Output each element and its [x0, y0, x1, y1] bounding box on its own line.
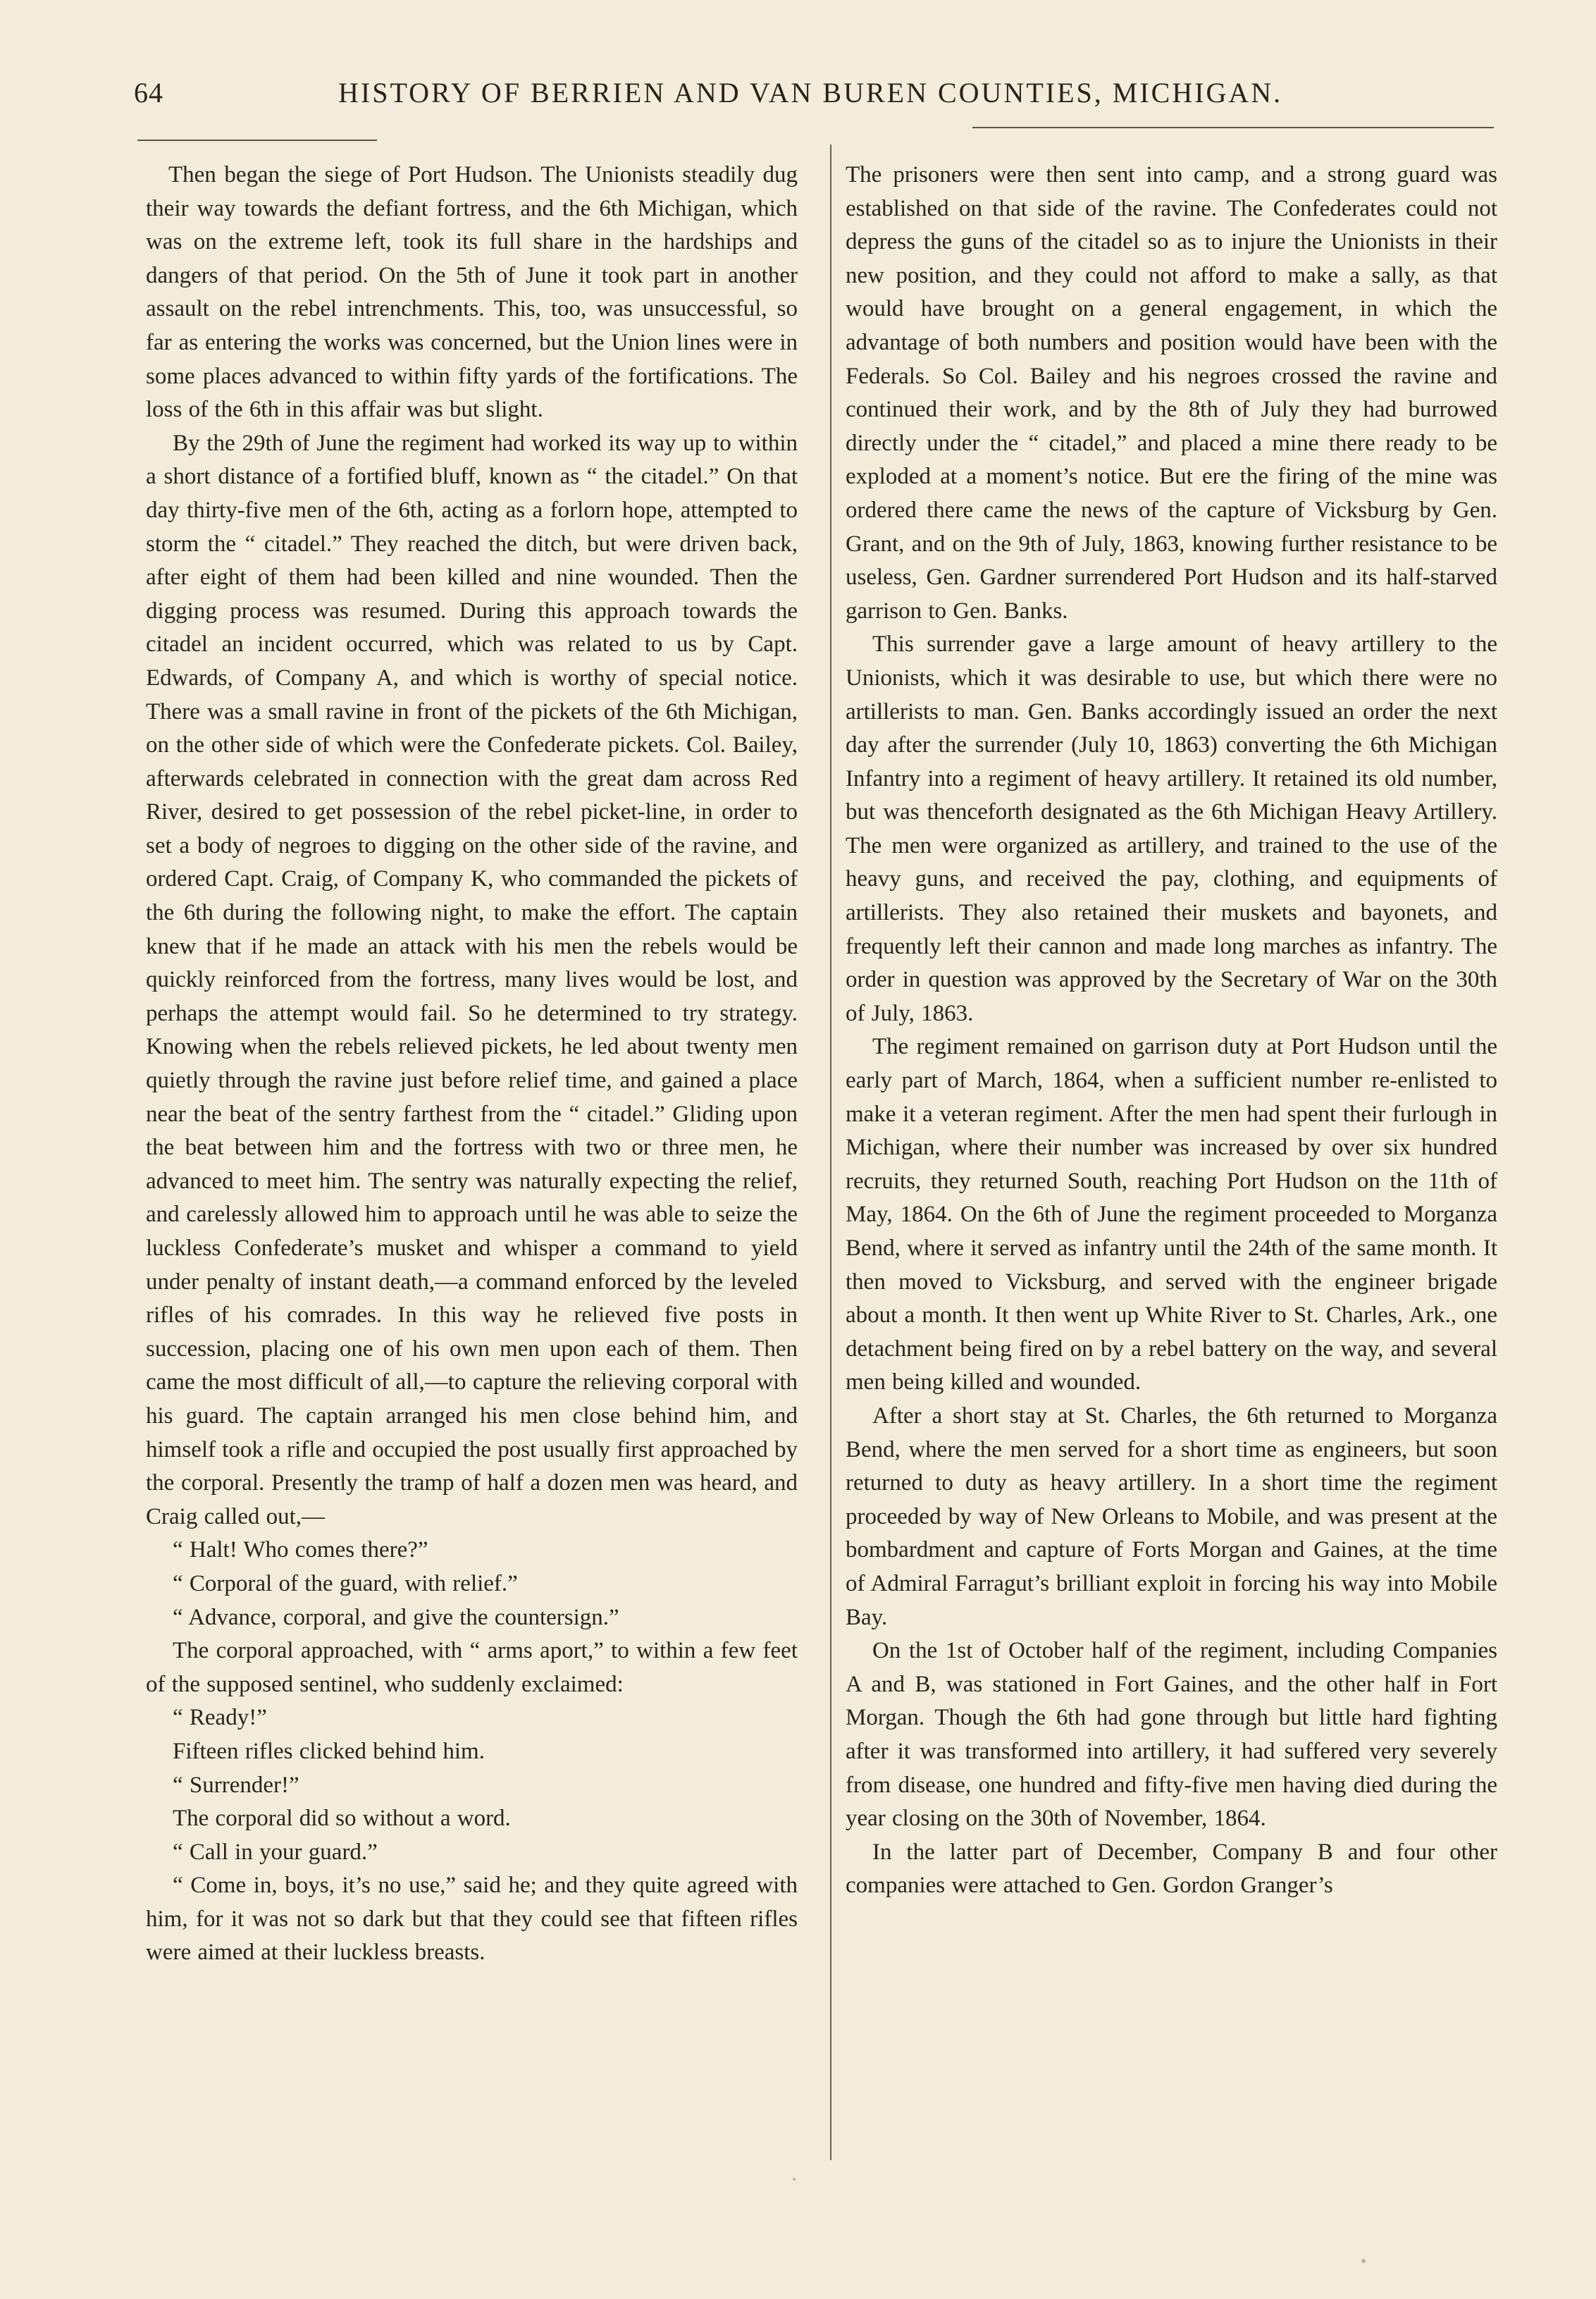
page-number: 64 — [134, 77, 163, 109]
header-rule-left — [137, 140, 377, 141]
paragraph-come-in-boys: “ Come in, boys, it’s no use,” said he; and they quite agreed with him, for it was not so dark but that they could see that fifteen rifles were aimed at their luckless breasts. — [146, 1873, 798, 1966]
left-column — [146, 159, 798, 1970]
dialogue-line: “ Halt! Who comes there?” — [173, 1537, 428, 1563]
paragraph-october: On the 1st of October half of the regiment, including Companies A and B, was stationed in Fort Gaines, and the other half in Fort Morgan. Though the 6th had gone through but little hard fighting after it was transformed into artillery, it had suffered very severely from disease, one hundred and fifty-five men having died during the year closing on the 30th of November, 1864. — [846, 1638, 1497, 1832]
header-rule-right — [972, 127, 1494, 128]
column-divider — [830, 144, 831, 2160]
dialogue-line: “ Advance, corporal, and give the countersign.” — [173, 1604, 619, 1630]
paragraph-siege: Then began the siege of Port Hudson. The Unionists steadily dug their way towards the defiant fortress, and the 6th Michigan, which was on the extreme left, took its full share in the hardships and dangers of that period. On the 5th of June it took part in another assault on the rebel intrenchments. This, too, was unsuccessful, so far as entering the works was concerned, but the Union lines were in some places advanced to within fifty yards of the fortifications. The loss of the 6th in this affair was but slight. — [146, 162, 798, 423]
dialogue-line: The corporal did so without a word. — [173, 1806, 511, 1832]
dialogue-line: “ Call in your guard.” — [173, 1839, 378, 1865]
page-header — [134, 76, 1515, 118]
running-title: HISTORY OF BERRIEN AND VAN BUREN COUNTIES, MICHIGAN. — [338, 77, 1283, 109]
dialogue-line: Fifteen rifles clicked behind him. — [173, 1738, 485, 1764]
right-column — [846, 159, 1497, 1903]
paragraph-prisoners: The prisoners were then sent into camp, and a strong guard was established on that side of the ravine. The Confederates could not depress the guns of the citadel so as to injure the Unionists in their new position, and they could not afford to make a sally, as that would have brought on a general engagement, in which the advantage of both numbers and position would have been with the Federals. So Col. Bailey and his negroes crossed the ravine and continued their work, and by the 8th of July they had burrowed directly under the “ citadel,” and placed a mine there ready to be exploded at a moment’s notice. But ere the firing of the mine was ordered there came the news of the capture of Vicksburg by Gen. Grant, and on the 9th of July, 1863, knowing further resistance to be useless, Gen. Gardner surrendered Port Hudson and its half-starved garrison to Gen. Banks. — [846, 162, 1497, 624]
paragraph-garrison-duty: The regiment remained on garrison duty at Port Hudson until the early part of March, 1864, when a sufficient number re-enlisted to make it a veteran regiment. After the men had spent their furlough in Michigan, where their number was increased by over six hundred recruits, they returned South, reaching Port Hudson on the 11th of May, 1864. On the 6th of June the regiment proceeded to Morganza Bend, where it served as infantry until the 24th of the same month. It then moved to Vicksburg, and served with the engineer brigade about a month. It then went up White River to St. Charles, Ark., one detachment being fired on by a rebel battery on the way, and several men being killed and wounded. — [846, 1034, 1497, 1395]
dialogue-line: “ Corporal of the guard, with relief.” — [173, 1570, 518, 1596]
paper-speck — [1361, 2259, 1366, 2263]
paragraph-surrender: This surrender gave a large amount of heavy artillery to the Unionists, which it was desirable to use, but which there were no artillerists to man. Gen. Banks accordingly issued an order the next day after the surrender (July 10, 1863) converting the 6th Michigan Infantry into a regiment of heavy artillery. It retained its old number, but was thenceforth designated as the 6th Michigan Heavy Artillery. The men were organized as artillery, and trained to the use of the heavy guns, and received the pay, clothing, and equipments of artillerists. They also retained their muskets and bayonets, and frequently left their cannon and made long marches as infantry. The order in question was approved by the Secretary of War on the 30th of July, 1863. — [846, 631, 1497, 1026]
paragraph-morganza-bend: After a short stay at St. Charles, the 6th returned to Morganza Bend, where the men served for a short time as engineers, but soon returned to duty as heavy artillery. In a short time the regiment proceeded by way of New Orleans to Mobile, and was present at the bombardment and capture of Forts Morgan and Gaines, at the time of Admiral Farragut’s brilliant exploit in forcing his way into Mobile Bay. — [846, 1403, 1497, 1630]
paragraph-citadel: By the 29th of June the regiment had worked its way up to within a short distance of a fortified bluff, known as “ the citadel.” On that day thirty-five men of the 6th, acting as a forlorn hope, attempted to storm the “ citadel.” They reached the ditch, but were driven back, after eight of them had been killed and nine wounded. Then the digging process was resumed. During this approach towards the citadel an incident occurred, which was related to us by Capt. Edwards, of Company A, and which is worthy of special notice. There was a small ravine in front of the pickets of the 6th Michigan, on the other side of which were the Confederate pickets. Col. Bailey, afterwards celebrated in connection with the great dam across Red River, desired to get possession of the rebel picket-line, in order to set a body of negroes to digging on the other side of the ravine, and ordered Capt. Craig, of Company K, who commanded the pickets of the 6th during the following night, to make the effort. The captain knew that if he made an attack with his men the rebels would be quickly reinforced from the fortress, many lives would be lost, and perhaps the attempt would fail. So he determined to try strategy. Knowing when the rebels relieved pickets, he led about twenty men quietly through the ravine just before relief time, and gained a place near the beat of the sentry farthest from the “ citadel.” Gliding upon the beat between him and the fortress with two or three men, he advanced to meet him. The sentry was naturally expecting the relief, and carelessly allowed him to approach until he was able to seize the luckless Confederate’s musket and whisper a command to yield under penalty of instant death,—a command enforced by the leveled rifles of his comrades. In this way he relieved five posts in succession, placing one of his own men upon each of them. Then came the most difficult of all,—to capture the relieving corporal with his guard. The captain arranged his men close behind him, and himself took a rifle and occupied the post usually first approached by the corporal. Presently the tramp of half a dozen men was heard, and Craig called out,— — [146, 430, 798, 1529]
paragraph-december: In the latter part of December, Company B and four other companies were attached to Gen. Gordon Granger’s — [846, 1839, 1497, 1899]
dialogue-line: “ Surrender!” — [173, 1772, 299, 1798]
dialogue-line: “ Ready!” — [173, 1705, 267, 1731]
paragraph-corporal-approach: The corporal approached, with “ arms aport,” to within a few feet of the supposed sentinel, who suddenly exclaimed: — [146, 1638, 798, 1697]
paper-speck — [793, 2178, 796, 2181]
